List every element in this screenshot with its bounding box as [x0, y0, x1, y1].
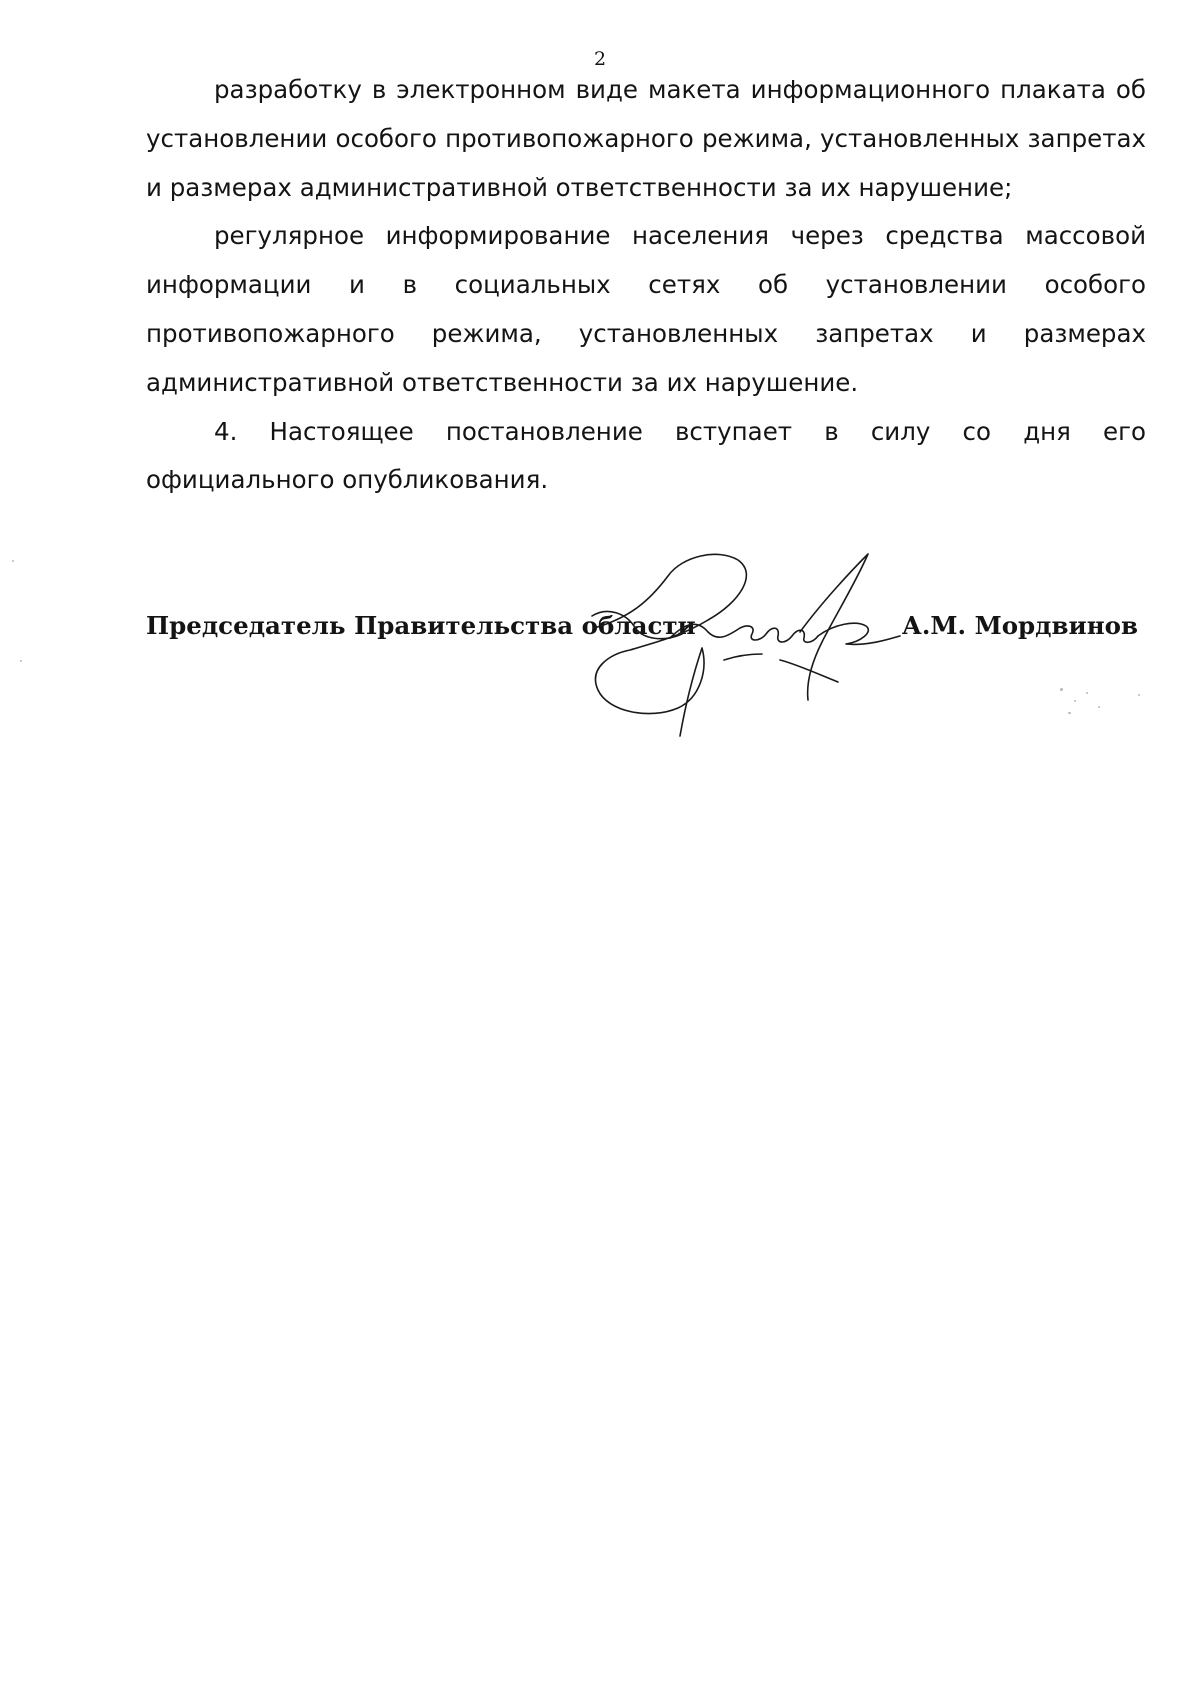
- paragraph-media-informing: регулярное информирование населения через средства массовой информации и в социальных сетях об установлении особого противопожарного режима, установленных запретах и размерах административной ответственности за их нарушение.: [146, 221, 1146, 397]
- scan-speck: [1068, 712, 1071, 714]
- scan-speck: [1098, 706, 1100, 708]
- scan-speck: [1074, 700, 1076, 702]
- signature-stroke-underline: [724, 654, 762, 660]
- scan-speck: [20, 660, 22, 662]
- signature-stroke-middle: [670, 624, 818, 642]
- page-number: 2: [593, 48, 607, 70]
- signature-stroke-main-loop: [594, 554, 746, 736]
- signer-title: Председатель Правительства области: [146, 611, 696, 640]
- scan-speck: [12, 560, 14, 562]
- document-body: [146, 66, 1146, 505]
- scan-speck: [1060, 688, 1063, 691]
- paragraph-effective-date: 4. Настоящее постановление вступает в силу со дня его официального опубликования.: [146, 416, 1146, 495]
- scan-speck: [1086, 692, 1088, 694]
- scan-speck: [1138, 694, 1140, 696]
- paragraph-poster-layout: разработку в электронном виде макета информационного плаката об установлении особого противопожарного режима, установленных запретах и размерах административной ответственности за их нарушение;: [146, 75, 1146, 202]
- handwritten-signature: [590, 540, 940, 760]
- signer-name: А.М. Мордвинов: [901, 611, 1138, 640]
